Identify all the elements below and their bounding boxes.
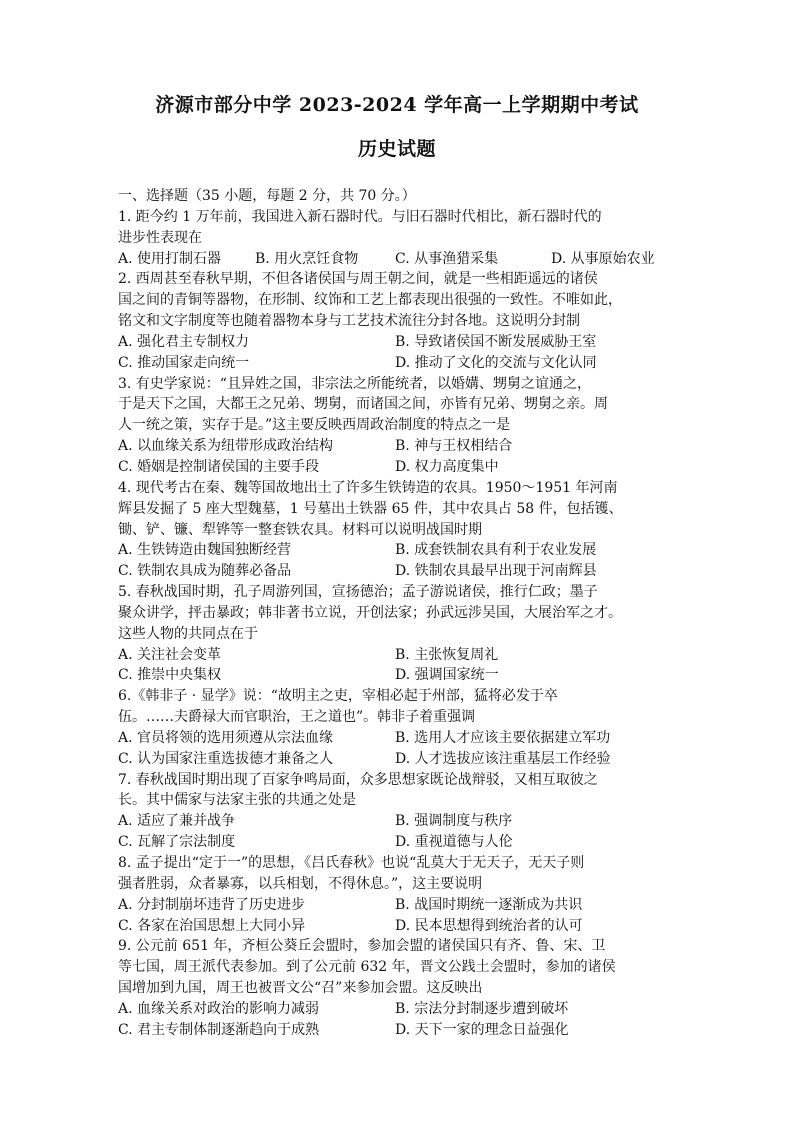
option-a[interactable]: A. 以血缘关系为纽带形成政治结构: [118, 438, 334, 455]
option-b[interactable]: B. 用火烹饪食物: [255, 250, 359, 267]
option-b[interactable]: B. 强调制度与秩序: [395, 813, 513, 830]
question-text: 伍。……夫爵禄大而官职治，王之道也”。韩非子着重强调: [118, 709, 476, 726]
question-text: 铭文和文字制度等也随着器物本身与工艺技术流往分封各地。这说明分封制: [118, 313, 580, 330]
option-d[interactable]: D. 权力高度集中: [395, 458, 499, 475]
question: [118, 207, 690, 270]
question-text: 于是天下之国，大都王之兄弟、甥舅，而诸国之间，亦皆有兄弟、甥舅之亲。周: [118, 396, 608, 413]
option-c[interactable]: C. 君主专制体制逐渐趋向于成熟: [118, 1021, 320, 1038]
question-text: 6.《韩非子 · 显学》说：“故明主之吏，宰相必起于州部，猛将必发于卒: [118, 688, 558, 705]
options-row: [118, 540, 690, 561]
option-b[interactable]: B. 神与王权相结合: [395, 438, 513, 455]
options-row: [118, 895, 690, 916]
option-d[interactable]: D. 从事原始农业: [551, 250, 655, 267]
question: [118, 770, 690, 853]
option-a[interactable]: A. 强化君主专制权力: [118, 333, 250, 350]
option-c[interactable]: C. 各家在治国思想上大同小异: [118, 917, 306, 934]
option-b[interactable]: B. 选用人才应该主要依据建立军功: [395, 729, 611, 746]
exam-body: [118, 186, 690, 1041]
option-c[interactable]: C. 婚姻是控制诸侯国的主要手段: [118, 458, 320, 475]
option-c[interactable]: C. 从事渔猎采集: [395, 250, 499, 267]
option-b[interactable]: B. 主张恢复周礼: [395, 646, 499, 663]
option-c[interactable]: C. 认为国家注重选拔德才兼备之人: [118, 750, 334, 767]
options-row: [118, 811, 690, 832]
question-text: 这些人物的共同点在于: [118, 625, 258, 642]
option-d[interactable]: D. 推动了文化的交流与文化认同: [395, 354, 597, 371]
question-text: 2. 西周甚至春秋早期，不但各诸侯国与周王朝之间，就是一些相距遥远的诸侯: [118, 271, 598, 288]
question: [118, 582, 690, 686]
options-row: [118, 353, 690, 374]
option-b[interactable]: B. 成套铁制农具有利于农业发展: [395, 542, 597, 559]
option-c[interactable]: C. 铁制农具成为随葬必备品: [118, 563, 292, 580]
option-b[interactable]: B. 导致诸侯国不断发展威胁王室: [395, 333, 597, 350]
question: [118, 269, 690, 373]
question-text: 人一统之策，实存于是。”这主要反映西周政治制度的特点之一是: [118, 417, 511, 434]
question-text: 3. 有史学家说：“且异姓之国，非宗法之所能统者，以婚媾、甥舅之谊通之，: [118, 375, 591, 392]
question-text: 7. 春秋战国时期出现了百家争鸣局面，众多思想家既论战辩驳，又相互取彼之: [118, 771, 598, 788]
options-row: [118, 249, 690, 270]
option-d[interactable]: D. 铁制农具最早出现于河南辉县: [395, 563, 597, 580]
question-text: 聚众讲学，抨击暴政；韩非著书立说，开创法家；孙武远涉吴国，大展治军之才。: [118, 604, 622, 621]
question: [118, 478, 690, 582]
option-d[interactable]: D. 天下一家的理念日益强化: [395, 1021, 569, 1038]
option-c[interactable]: C. 推崇中央集权: [118, 667, 222, 684]
question-text: 锄、铲、镰、犁铧等一整套铁农具。材料可以说明战国时期: [118, 521, 482, 538]
options-row: [118, 728, 690, 749]
question: [118, 686, 690, 769]
options-row: [118, 665, 690, 686]
question-text: 国增加到九国，周王也被晋文公“召”来参加会盟。这反映出: [118, 980, 483, 997]
options-row: [118, 645, 690, 666]
options-row: [118, 457, 690, 478]
option-d[interactable]: D. 强调国家统一: [395, 667, 499, 684]
options-row: [118, 749, 690, 770]
question-text: 强者胜弱，众者暴寡，以兵相刬，不得休息。”，这主要说明: [118, 875, 483, 892]
option-a[interactable]: A. 血缘关系对政治的影响力减弱: [118, 1000, 320, 1017]
option-d[interactable]: D. 人才选拔应该注重基层工作经验: [395, 750, 611, 767]
options-row: [118, 999, 690, 1020]
question-text: 5. 春秋战国时期，孔子周游列国，宣扬德治；孟子游说诸侯，推行仁政；墨子: [118, 584, 598, 601]
question-text: 等七国，周王派代表参加。到了公元前 632 年，晋文公践土会盟时，参加的诸侯: [118, 959, 616, 976]
options-row: [118, 832, 690, 853]
question-text: 4. 现代考古在秦、魏等国故地出土了许多生铁铸造的农具。1950～1951 年河南: [118, 479, 618, 496]
question-text: 国之间的青铜等器物，在形制、纹饰和工艺上都表现出很强的一致性。不唯如此，: [118, 292, 622, 309]
question: [118, 374, 690, 478]
options-row: [118, 561, 690, 582]
options-row: [118, 436, 690, 457]
question-text: 辉县发掘了 5 座大型魏墓，1 号墓出土铁器 65 件，其中农具占 58 件，包括镬、: [118, 500, 623, 517]
page-title: 济源市部分中学 2023-2024 学年高一上学期期中考试: [155, 94, 639, 116]
option-c[interactable]: C. 推动国家走向统一: [118, 354, 250, 371]
option-d[interactable]: D. 民本思想得到统治者的认可: [395, 917, 583, 934]
question: [118, 853, 690, 936]
option-b[interactable]: B. 战国时期统一逐渐成为共识: [395, 896, 583, 913]
option-a[interactable]: A. 生铁铸造由魏国独断经营: [118, 542, 292, 559]
option-a[interactable]: A. 使用打制石器: [118, 250, 222, 267]
option-a[interactable]: A. 官员将领的选用须遵从宗法血缘: [118, 729, 334, 746]
question: [118, 936, 690, 1040]
option-d[interactable]: D. 重视道德与人伦: [395, 834, 513, 851]
question-text: 长。其中儒家与法家主张的共通之处是: [118, 792, 356, 809]
question-text: 进步性表现在: [118, 229, 202, 246]
options-row: [118, 332, 690, 353]
option-a[interactable]: A. 分封制崩坏违背了历史进步: [118, 896, 306, 913]
question-text: 9. 公元前 651 年，齐桓公葵丘会盟时，参加会盟的诸侯国只有齐、鲁、宋、卫: [118, 938, 606, 955]
option-a[interactable]: A. 关注社会变革: [118, 646, 222, 663]
option-a[interactable]: A. 适应了兼并战争: [118, 813, 236, 830]
question-text: 1. 距今约 1 万年前，我国进入新石器时代。与旧石器时代相比，新石器时代的: [118, 208, 602, 225]
question-text: 8. 孟子提出“定于一”的思想，《吕氏春秋》也说“乱莫大于无天子，无天子则: [118, 855, 585, 871]
options-row: [118, 1020, 690, 1041]
option-c[interactable]: C. 瓦解了宗法制度: [118, 834, 236, 851]
options-row: [118, 916, 690, 937]
section-heading: 一、选择题（35 小题，每题 2 分，共 70 分。）: [118, 188, 416, 204]
page-subtitle: 历史试题: [357, 138, 436, 160]
option-b[interactable]: B. 宗法分封制逐步遭到破坏: [395, 1000, 569, 1017]
